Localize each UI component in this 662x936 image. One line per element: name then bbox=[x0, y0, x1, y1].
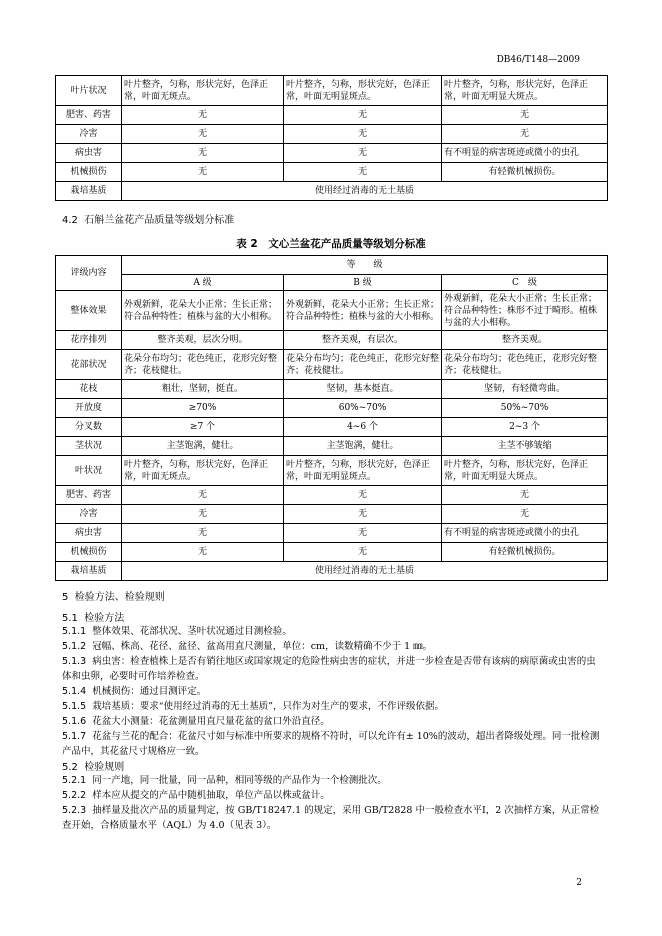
grade-cell: 无 bbox=[284, 543, 442, 562]
grade-cell: 主茎饱满，健壮。 bbox=[284, 437, 442, 456]
clause-number: 5.2.1 bbox=[62, 775, 87, 786]
clause-item bbox=[62, 714, 602, 729]
grade-cell: 无 bbox=[122, 144, 284, 163]
clause-text: 花盆与兰花的配合：花盆尺寸如与标准中所要求的规格不符时，可以允许有± 10%的波动，超出者降级处理。同一批检测产品中，其花盆尺寸规格应一致。 bbox=[62, 731, 600, 757]
clause-text: 冠幅、株高、花径、盆径、盆高用直尺测量，单位：cm，读数精确不少于 1 ㎜。 bbox=[92, 641, 433, 652]
table-row bbox=[56, 331, 608, 350]
grade-cell: 无 bbox=[122, 163, 284, 182]
table-row bbox=[56, 76, 608, 106]
section-5-2-items bbox=[62, 773, 602, 833]
grade-cell: 主茎不够皱缩 bbox=[442, 437, 608, 456]
row-label: 开放度 bbox=[56, 399, 122, 418]
table-row bbox=[56, 486, 608, 505]
clause-item bbox=[62, 729, 602, 759]
grade-cell: 有不明显的病害斑迹或微小的虫孔 bbox=[442, 144, 608, 163]
clause-text: 抽样量及批次产品的质量判定，按 GB/T18247.1 的规定，采用 GB/T2828 中一般检查水平Ⅰ，2 次抽样方案，从正常检查开始，合格质量水平（AQL）为 4.0（见表 3）。 bbox=[62, 805, 600, 831]
grade-cell: 无 bbox=[122, 524, 284, 543]
grade-cell: 无 bbox=[122, 106, 284, 125]
page-number: 2 bbox=[576, 878, 582, 888]
grade-cell: ≥70% bbox=[122, 399, 284, 418]
row-label: 肥害、药害 bbox=[56, 486, 122, 505]
clause-text: 机械损伤：通过目测评定。 bbox=[92, 686, 207, 697]
clause-text: 样本应从提交的产品中随机抽取，单位产品以株或盆计。 bbox=[92, 790, 330, 801]
grade-cell: 整齐美观。 bbox=[442, 331, 608, 350]
row-label: 肥害、药害 bbox=[56, 106, 122, 125]
table-row bbox=[56, 418, 608, 437]
table-row bbox=[56, 524, 608, 543]
table-row bbox=[56, 144, 608, 163]
table-row bbox=[56, 562, 608, 581]
clause-item bbox=[62, 773, 602, 788]
grade-cell: 无 bbox=[284, 106, 442, 125]
clause-number: 5.1.7 bbox=[62, 731, 87, 742]
row-label: 花枝 bbox=[56, 380, 122, 399]
row-label: 花序排列 bbox=[56, 331, 122, 350]
clause-text: 病虫害：检查植株上是否有销往地区或国家规定的危险性病虫害的症状，并进一步检查是否带有该病的病原菌或虫害的虫体和虫卵，必要时可作培养检查。 bbox=[62, 656, 596, 682]
row-label: 整体效果 bbox=[56, 291, 122, 331]
substrate-cell: 使用经过消毒的无土基质 bbox=[122, 562, 608, 581]
grade-cell: 花朵分布均匀；花色纯正，花形完好整齐；花枝健壮。 bbox=[284, 350, 442, 380]
grade-cell: 无 bbox=[442, 125, 608, 144]
clause-item bbox=[62, 788, 602, 803]
table-row bbox=[56, 380, 608, 399]
row-label: 冷害 bbox=[56, 505, 122, 524]
table-row bbox=[56, 125, 608, 144]
document-id: DB46/T148—2009 bbox=[496, 55, 580, 65]
grade-cell: 叶片整齐，匀称，形状完好，色泽正常，叶面无斑点。 bbox=[122, 456, 284, 486]
grade-cell: 叶片整齐，匀称，形状完好，色泽正常，叶面无明显斑点。 bbox=[284, 456, 442, 486]
clause-item bbox=[62, 624, 602, 639]
table-row bbox=[56, 399, 608, 418]
grade-cell: 无 bbox=[284, 524, 442, 543]
grade-cell: 整齐美观，有层次。 bbox=[284, 331, 442, 350]
clause-item bbox=[62, 684, 602, 699]
grade-cell: 无 bbox=[284, 486, 442, 505]
grade-cell: 花朵分布均匀；花色纯正，花形完好整齐；花枝健壮。 bbox=[442, 350, 608, 380]
grade-cell: 2~3 个 bbox=[442, 418, 608, 437]
row-label: 花部状况 bbox=[56, 350, 122, 380]
header-grade-b: B 级 bbox=[284, 275, 442, 291]
table-row bbox=[56, 505, 608, 524]
row-label: 病虫害 bbox=[56, 144, 122, 163]
row-label: 茎状况 bbox=[56, 437, 122, 456]
table-row bbox=[56, 437, 608, 456]
grade-cell: 50%~70% bbox=[442, 399, 608, 418]
row-label: 分叉数 bbox=[56, 418, 122, 437]
row-label: 机械损伤 bbox=[56, 543, 122, 562]
table-row bbox=[56, 182, 608, 201]
table-row bbox=[56, 163, 608, 182]
grade-cell: 花朵分布均匀；花色纯正，花形完好整齐；花枝健壮。 bbox=[122, 350, 284, 380]
table-row bbox=[56, 291, 608, 331]
section-5-2-heading: 5.2 检验规则 bbox=[62, 762, 125, 773]
grade-cell: 无 bbox=[122, 125, 284, 144]
grade-cell: 有轻微机械损伤。 bbox=[442, 543, 608, 562]
row-label: 病虫害 bbox=[56, 524, 122, 543]
grade-cell: 无 bbox=[122, 486, 284, 505]
grade-cell: 叶片整齐，匀称，形状完好，色泽正常，叶面无明显斑点。 bbox=[284, 76, 442, 106]
row-label: 叶状况 bbox=[56, 456, 122, 486]
header-grade-c: C 级 bbox=[442, 275, 608, 291]
clause-item bbox=[62, 803, 602, 833]
section-5-1-items bbox=[62, 624, 602, 759]
table-row bbox=[56, 543, 608, 562]
table-1-continued bbox=[55, 75, 608, 201]
table-row bbox=[56, 456, 608, 486]
clause-item bbox=[62, 654, 602, 684]
grade-cell: 无 bbox=[122, 505, 284, 524]
grade-cell: 无 bbox=[284, 144, 442, 163]
substrate-cell: 使用经过消毒的无土基质 bbox=[122, 182, 608, 201]
grade-cell: 有轻微机械损伤。 bbox=[442, 163, 608, 182]
grade-cell: 整齐美观，层次分明。 bbox=[122, 331, 284, 350]
clause-text: 栽培基质：要求“使用经过消毒的无土基质”，只作为对生产的要求，不作评级依据。 bbox=[92, 701, 444, 712]
grade-cell: 外观新鲜，花朵大小正常；生长正常；符合品种特性；植株与盆的大小相称。 bbox=[284, 291, 442, 331]
clause-text: 整体效果、花部状况、茎叶状况通过目测检验。 bbox=[92, 626, 292, 637]
grade-cell: 主茎饱满，健壮。 bbox=[122, 437, 284, 456]
section-5-heading: 5 检验方法、检验规则 bbox=[62, 592, 165, 603]
clause-number: 5.1.6 bbox=[62, 716, 87, 727]
row-label: 机械损伤 bbox=[56, 163, 122, 182]
section-4-2-heading: 4.2 石斛兰盆花产品质量等级划分标准 bbox=[62, 215, 235, 226]
table-row bbox=[56, 106, 608, 125]
grade-cell: 坚韧，基本挺直。 bbox=[284, 380, 442, 399]
grade-cell: 无 bbox=[284, 505, 442, 524]
grade-cell: 无 bbox=[284, 163, 442, 182]
header-grade: 等 级 bbox=[122, 256, 608, 275]
clause-number: 5.1.3 bbox=[62, 656, 87, 667]
grade-cell: 4~6 个 bbox=[284, 418, 442, 437]
header-item: 评级内容 bbox=[56, 256, 122, 291]
grade-cell: 叶片整齐，匀称，形状完好，色泽正常，叶面无明显大斑点。 bbox=[442, 76, 608, 106]
clause-item bbox=[62, 639, 602, 654]
clause-number: 5.1.1 bbox=[62, 626, 87, 637]
clause-item bbox=[62, 699, 602, 714]
grade-cell: 叶片整齐，匀称，形状完好，色泽正常，叶面无明显大斑点。 bbox=[442, 456, 608, 486]
table-row bbox=[56, 350, 608, 380]
grade-cell: 叶片整齐，匀称，形状完好，色泽正常，叶面无斑点。 bbox=[122, 76, 284, 106]
clause-number: 5.2.3 bbox=[62, 805, 87, 816]
section-5-1-heading: 5.1 检验方法 bbox=[62, 613, 125, 624]
clause-number: 5.2.2 bbox=[62, 790, 87, 801]
grade-cell: 无 bbox=[284, 125, 442, 144]
table-2-caption: 表 2 文心兰盆花产品质量等级划分标准 bbox=[236, 238, 426, 250]
grade-cell: 无 bbox=[442, 106, 608, 125]
grade-cell: 外观新鲜，花朵大小正常；生长正常；符合品种特性；株形不过于畸形。植株与盆的大小相称。 bbox=[442, 291, 608, 331]
grade-cell: 粗壮，坚韧，挺直。 bbox=[122, 380, 284, 399]
grade-cell: 坚韧，有轻微弯曲。 bbox=[442, 380, 608, 399]
clause-number: 5.1.4 bbox=[62, 686, 87, 697]
clause-text: 同一产地，同一批量，同一品种，相同等级的产品作为一个检测批次。 bbox=[92, 775, 387, 786]
grade-cell: 无 bbox=[122, 543, 284, 562]
row-label: 冷害 bbox=[56, 125, 122, 144]
row-label: 栽培基质 bbox=[56, 182, 122, 201]
table-2 bbox=[55, 255, 608, 581]
row-label: 栽培基质 bbox=[56, 562, 122, 581]
grade-cell: 60%~70% bbox=[284, 399, 442, 418]
grade-cell: ≥7 个 bbox=[122, 418, 284, 437]
clause-text: 花盆大小测量：花盆测量用直尺量花盆的盆口外沿直径。 bbox=[92, 716, 330, 727]
grade-cell: 无 bbox=[442, 505, 608, 524]
grade-cell: 有不明显的病害斑迹或微小的虫孔 bbox=[442, 524, 608, 543]
row-label: 叶片状况 bbox=[56, 76, 122, 106]
header-grade-a: A 级 bbox=[122, 275, 284, 291]
clause-number: 5.1.2 bbox=[62, 641, 87, 652]
grade-cell: 外观新鲜，花朵大小正常；生长正常；符合品种特性；植株与盆的大小相称。 bbox=[122, 291, 284, 331]
grade-cell: 无 bbox=[442, 486, 608, 505]
clause-number: 5.1.5 bbox=[62, 701, 87, 712]
